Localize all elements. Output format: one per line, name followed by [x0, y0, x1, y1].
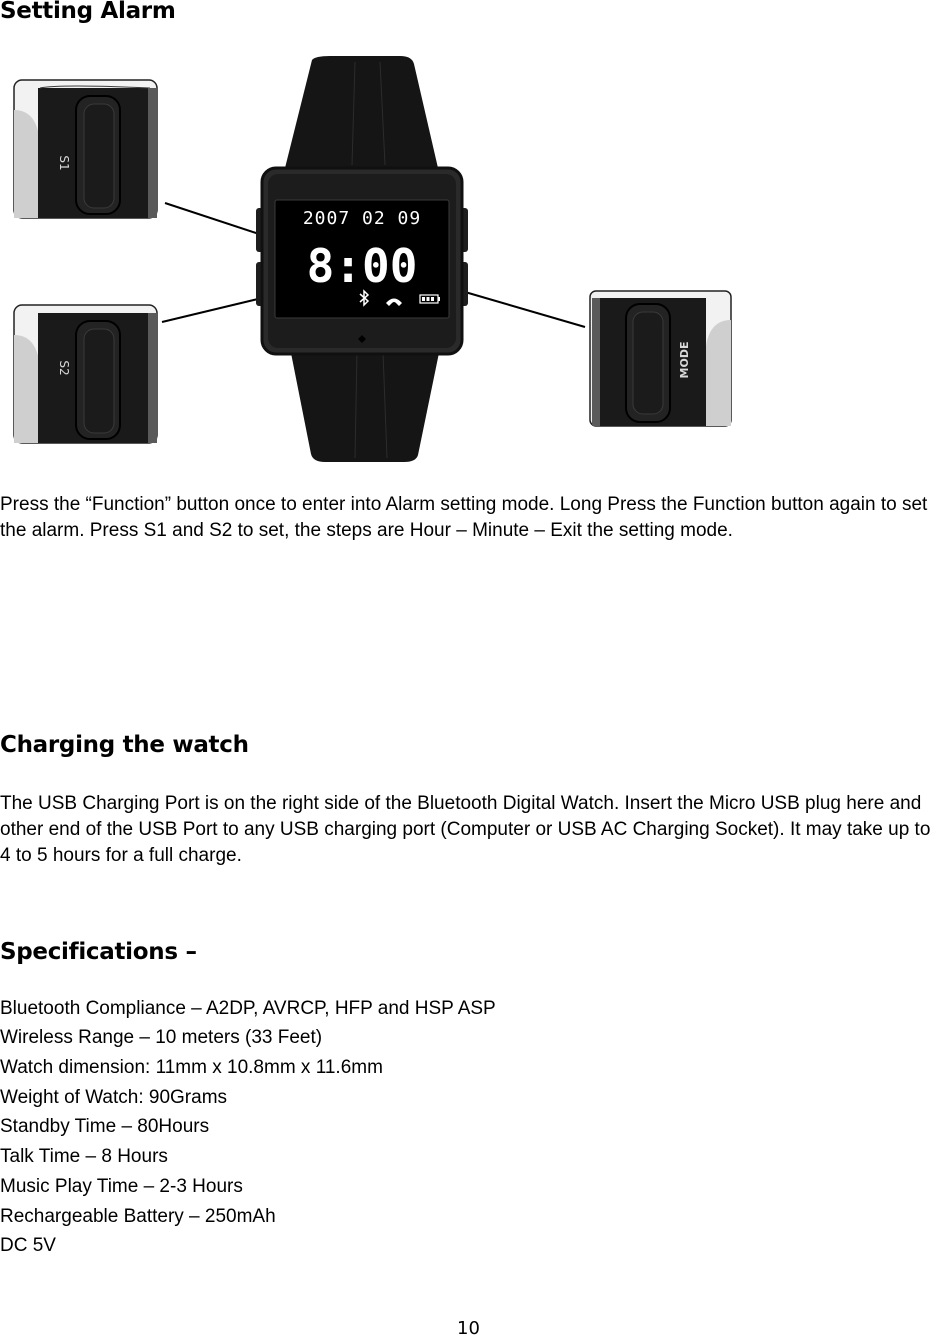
spec-item: Weight of Watch: 90Grams: [0, 1087, 228, 1108]
s2-callout-line: [162, 298, 262, 322]
s2-label: S2: [57, 360, 71, 376]
spec-item: Watch dimension: 11mm x 10.8mm x 11.6mm: [0, 1057, 383, 1078]
spec-item: DC 5V: [0, 1235, 56, 1256]
s2-button-inset: [14, 305, 157, 443]
alarm-heading: Setting Alarm: [0, 0, 176, 24]
spec-item: Standby Time – 80Hours: [0, 1116, 210, 1137]
spec-item: Bluetooth Compliance – A2DP, AVRCP, HFP and HSP ASP: [0, 998, 496, 1019]
upper-strap: [285, 56, 438, 168]
s1-label: S1: [57, 155, 71, 171]
spec-item: Wireless Range – 10 meters (33 Feet): [0, 1027, 323, 1048]
spec-item: Talk Time – 8 Hours: [0, 1146, 168, 1167]
alarm-instructions: Press the “Function” button once to enter into Alarm setting mode. Long Press the Function button again to set the alarm. Press S1 and S2 to set, the steps are Hour – Minute – Exit the setting mode.: [0, 494, 928, 541]
spec-item: Music Play Time – 2-3 Hours: [0, 1176, 243, 1197]
mode-button-inset: [590, 291, 731, 426]
s1-callout-line: [165, 203, 262, 235]
watch-date: 2007 02 09: [302, 208, 422, 229]
lower-strap: [290, 348, 440, 462]
mode-label: MODE: [678, 341, 691, 379]
specs-heading: Specifications –: [0, 939, 197, 965]
mode-callout-line: [465, 292, 585, 327]
charging-heading: Charging the watch: [0, 732, 249, 758]
watch-illustration: [0, 50, 760, 470]
s1-button-inset: [14, 80, 157, 218]
spec-item: Rechargeable Battery – 250mAh: [0, 1206, 276, 1227]
page-number: 10: [457, 1318, 480, 1339]
charging-instructions: The USB Charging Port is on the right side of the Bluetooth Digital Watch. Insert the Micro USB plug here and other end of the USB Port to any USB charging port (Computer or USB AC Charging Socket). It may take up to 4 to 5 hours for a full charge.: [0, 793, 931, 866]
watch-time: 8:00: [306, 239, 418, 293]
